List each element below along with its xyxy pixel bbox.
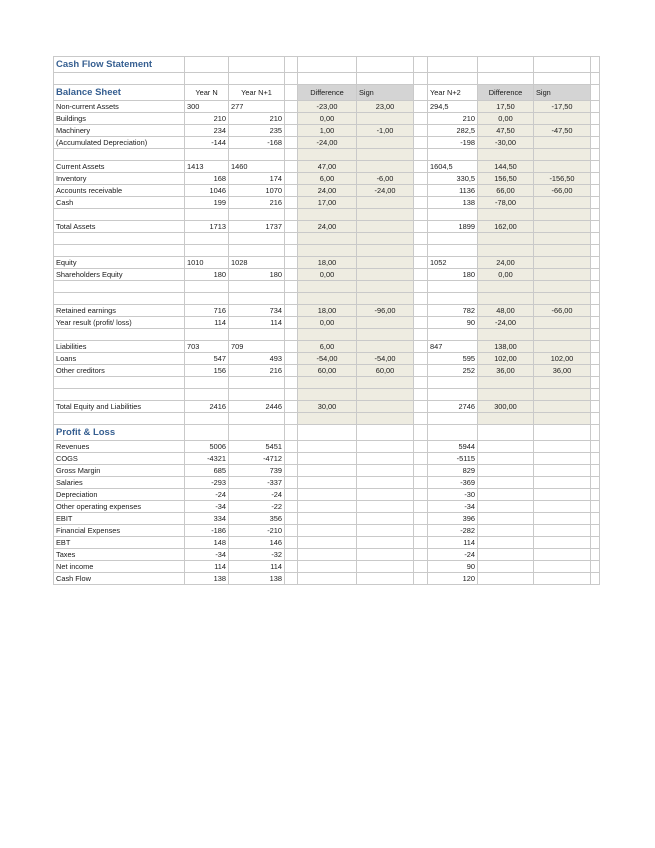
cell-sign-1[interactable]: -24,00 — [357, 185, 414, 197]
cell-year-n[interactable]: -144 — [185, 137, 229, 149]
row-label[interactable]: (Accumulated Depreciation) — [54, 137, 185, 149]
cell-difference-2[interactable]: 138,00 — [478, 341, 534, 353]
cell-year-n[interactable]: 5006 — [185, 441, 229, 453]
cell-year-n2[interactable]: 282,5 — [428, 125, 478, 137]
cell-year-n2[interactable]: -282 — [428, 525, 478, 537]
cell-year-n2[interactable]: 1052 — [428, 257, 478, 269]
cell-year-n1[interactable]: 114 — [229, 561, 285, 573]
cell-sign-2[interactable] — [534, 341, 591, 353]
cell-year-n[interactable]: 703 — [185, 341, 229, 353]
cell-sign-1[interactable] — [357, 221, 414, 233]
table-row — [54, 161, 600, 173]
blank-row — [54, 377, 600, 389]
profit-loss-heading[interactable]: Profit & Loss — [54, 425, 185, 441]
row-label[interactable]: Cash Flow — [54, 573, 185, 585]
cell-year-n1[interactable]: 146 — [229, 537, 285, 549]
column-header-difference-1[interactable]: Difference — [298, 85, 357, 101]
cell-sign-2[interactable]: 102,00 — [534, 353, 591, 365]
cell-difference-1[interactable]: 60,00 — [298, 365, 357, 377]
cell-difference-1[interactable]: 1,00 — [298, 125, 357, 137]
cell-difference-1[interactable]: 0,00 — [298, 113, 357, 125]
cell-sign-2[interactable] — [534, 161, 591, 173]
table-row — [54, 269, 600, 281]
cell-year-n2[interactable]: 138 — [428, 197, 478, 209]
cell-year-n2[interactable]: 829 — [428, 465, 478, 477]
cell-year-n2[interactable]: 595 — [428, 353, 478, 365]
row-label[interactable]: Buildings — [54, 113, 185, 125]
row-label[interactable]: Salaries — [54, 477, 185, 489]
cell-year-n1[interactable]: -210 — [229, 525, 285, 537]
cell-year-n2[interactable]: 90 — [428, 561, 478, 573]
cell-difference-1[interactable]: 47,00 — [298, 161, 357, 173]
row-label[interactable]: Liabilities — [54, 341, 185, 353]
cell-sign-2[interactable] — [534, 221, 591, 233]
table-row — [54, 257, 600, 269]
table-row — [54, 197, 600, 209]
cell-year-n1[interactable]: -337 — [229, 477, 285, 489]
table-row — [54, 101, 600, 113]
cell-year-n2[interactable]: 330,5 — [428, 173, 478, 185]
cell-year-n1[interactable]: 114 — [229, 317, 285, 329]
row-label[interactable]: Taxes — [54, 549, 185, 561]
table-row — [54, 401, 600, 413]
blank-row — [54, 233, 600, 245]
cell-sign-2[interactable] — [534, 113, 591, 125]
cell-sign-2[interactable]: 36,00 — [534, 365, 591, 377]
cell-sign-2[interactable] — [534, 317, 591, 329]
cell-year-n1[interactable]: 277 — [229, 101, 285, 113]
cell-year-n2[interactable]: 180 — [428, 269, 478, 281]
table-row — [54, 353, 600, 365]
blank-row — [54, 329, 600, 341]
cell-year-n[interactable]: 1046 — [185, 185, 229, 197]
blank-row — [54, 293, 600, 305]
row-label[interactable]: EBIT — [54, 513, 185, 525]
cell-year-n2[interactable]: 120 — [428, 573, 478, 585]
row-label[interactable]: Retained earnings — [54, 305, 185, 317]
cell-difference-1[interactable]: -54,00 — [298, 353, 357, 365]
cell-year-n1[interactable]: 216 — [229, 365, 285, 377]
cell-year-n2[interactable]: 5944 — [428, 441, 478, 453]
cell-year-n2[interactable]: 210 — [428, 113, 478, 125]
cell-difference-2[interactable]: 48,00 — [478, 305, 534, 317]
cell-year-n2[interactable]: -5115 — [428, 453, 478, 465]
cell-year-n1[interactable]: 2446 — [229, 401, 285, 413]
cell-year-n2[interactable]: 1899 — [428, 221, 478, 233]
cell-year-n1[interactable]: 216 — [229, 197, 285, 209]
cell-year-n1[interactable]: -22 — [229, 501, 285, 513]
cell-difference-1[interactable]: 6,00 — [298, 173, 357, 185]
cell-difference-2[interactable]: 300,00 — [478, 401, 534, 413]
table-row — [54, 501, 600, 513]
cell-year-n[interactable]: -24 — [185, 489, 229, 501]
cell-difference-2[interactable]: 162,00 — [478, 221, 534, 233]
table-row — [54, 489, 600, 501]
row-label[interactable]: Depreciation — [54, 489, 185, 501]
column-header-difference-2[interactable]: Difference — [478, 85, 534, 101]
row-label[interactable]: EBT — [54, 537, 185, 549]
cell-sign-2[interactable]: -47,50 — [534, 125, 591, 137]
cell-difference-2[interactable]: -30,00 — [478, 137, 534, 149]
table-row — [54, 513, 600, 525]
cell-year-n2[interactable]: -24 — [428, 549, 478, 561]
cell-sign-1[interactable]: 23,00 — [357, 101, 414, 113]
row-label[interactable]: COGS — [54, 453, 185, 465]
table-row — [54, 537, 600, 549]
cell-year-n[interactable]: 138 — [185, 573, 229, 585]
cell-year-n2[interactable]: 396 — [428, 513, 478, 525]
cell-year-n1[interactable]: 356 — [229, 513, 285, 525]
cell-sign-2[interactable] — [534, 257, 591, 269]
cell-sign-2[interactable] — [534, 197, 591, 209]
cell-difference-1[interactable]: 24,00 — [298, 221, 357, 233]
column-header-year-n1[interactable]: Year N+1 — [229, 85, 285, 101]
table-row — [54, 125, 600, 137]
cell-year-n1[interactable]: 739 — [229, 465, 285, 477]
row-label[interactable]: Loans — [54, 353, 185, 365]
table-row — [54, 465, 600, 477]
row-label[interactable]: Net income — [54, 561, 185, 573]
cell-year-n2[interactable]: -369 — [428, 477, 478, 489]
cell-year-n[interactable]: 234 — [185, 125, 229, 137]
table-row — [54, 561, 600, 573]
cell-sign-1[interactable] — [357, 401, 414, 413]
cell-difference-1[interactable]: 18,00 — [298, 305, 357, 317]
cell-year-n1[interactable]: 210 — [229, 113, 285, 125]
cell-sign-1[interactable] — [357, 137, 414, 149]
table-row — [54, 477, 600, 489]
cell-year-n2[interactable]: 1136 — [428, 185, 478, 197]
cell-sign-1[interactable]: -6,00 — [357, 173, 414, 185]
table-row — [54, 341, 600, 353]
cell-sign-1[interactable] — [357, 161, 414, 173]
cell-sign-1[interactable] — [357, 341, 414, 353]
cell-year-n[interactable]: -34 — [185, 549, 229, 561]
cell-difference-1[interactable]: 0,00 — [298, 317, 357, 329]
table-row — [54, 221, 600, 233]
cell-sign-1[interactable] — [357, 257, 414, 269]
table-row — [54, 441, 600, 453]
table-row — [54, 365, 600, 377]
cell-difference-2[interactable]: 0,00 — [478, 113, 534, 125]
column-header-year-n[interactable]: Year N — [185, 85, 229, 101]
cell-difference-2[interactable]: 17,50 — [478, 101, 534, 113]
cell-difference-2[interactable]: 0,00 — [478, 269, 534, 281]
profit-loss-heading-row — [54, 425, 600, 441]
column-header-year-n2[interactable]: Year N+2 — [428, 85, 478, 101]
cell-year-n1[interactable]: 180 — [229, 269, 285, 281]
cell-year-n2[interactable]: -30 — [428, 489, 478, 501]
cell-sign-1[interactable] — [357, 317, 414, 329]
cell-year-n2[interactable]: 90 — [428, 317, 478, 329]
row-label[interactable]: Shareholders Equity — [54, 269, 185, 281]
cell-year-n[interactable]: -34 — [185, 501, 229, 513]
cell-year-n[interactable]: 1413 — [185, 161, 229, 173]
table-row — [54, 573, 600, 585]
cell-sign-1[interactable]: 60,00 — [357, 365, 414, 377]
cell-sign-1[interactable] — [357, 113, 414, 125]
sheet-title[interactable]: Cash Flow Statement — [54, 57, 185, 73]
blank-row — [54, 149, 600, 161]
cell-difference-1[interactable]: 30,00 — [298, 401, 357, 413]
row-label[interactable]: Cash — [54, 197, 185, 209]
cell-year-n1[interactable]: 1028 — [229, 257, 285, 269]
cell-year-n1[interactable]: 734 — [229, 305, 285, 317]
cell-sign-2[interactable]: -156,50 — [534, 173, 591, 185]
cell-difference-2[interactable]: -78,00 — [478, 197, 534, 209]
row-label[interactable]: Total Equity and Liabilities — [54, 401, 185, 413]
cell-year-n2[interactable]: -198 — [428, 137, 478, 149]
cell-year-n[interactable]: 168 — [185, 173, 229, 185]
cell-year-n1[interactable]: 1070 — [229, 185, 285, 197]
row-label[interactable]: Machinery — [54, 125, 185, 137]
row-label[interactable]: Other operating expenses — [54, 501, 185, 513]
row-label[interactable]: Equity — [54, 257, 185, 269]
cell-year-n2[interactable]: 782 — [428, 305, 478, 317]
cell-sign-2[interactable] — [534, 269, 591, 281]
cell-year-n2[interactable]: 294,5 — [428, 101, 478, 113]
cell-difference-2[interactable]: -24,00 — [478, 317, 534, 329]
table-row — [54, 305, 600, 317]
cell-year-n[interactable]: 199 — [185, 197, 229, 209]
cell-year-n[interactable]: 1010 — [185, 257, 229, 269]
cell-year-n[interactable]: 685 — [185, 465, 229, 477]
cell-difference-1[interactable]: 0,00 — [298, 269, 357, 281]
cell-year-n1[interactable]: 174 — [229, 173, 285, 185]
cell-difference-1[interactable]: 24,00 — [298, 185, 357, 197]
cell-year-n2[interactable]: -34 — [428, 501, 478, 513]
cell-sign-1[interactable]: -96,00 — [357, 305, 414, 317]
cell-difference-2[interactable]: 47,50 — [478, 125, 534, 137]
cell-difference-1[interactable]: -24,00 — [298, 137, 357, 149]
cell-year-n[interactable]: 180 — [185, 269, 229, 281]
cell-year-n1[interactable]: 5451 — [229, 441, 285, 453]
cell-year-n1[interactable]: -24 — [229, 489, 285, 501]
cell-year-n[interactable]: 716 — [185, 305, 229, 317]
blank-row — [54, 245, 600, 257]
cell-year-n[interactable]: -293 — [185, 477, 229, 489]
cell-year-n1[interactable]: 493 — [229, 353, 285, 365]
cell-year-n1[interactable]: -4712 — [229, 453, 285, 465]
cell-year-n2[interactable]: 1604,5 — [428, 161, 478, 173]
cell-year-n[interactable]: 334 — [185, 513, 229, 525]
table-row — [54, 453, 600, 465]
cell-sign-2[interactable]: -66,00 — [534, 185, 591, 197]
cell-year-n[interactable]: 300 — [185, 101, 229, 113]
cell-difference-1[interactable]: -23,00 — [298, 101, 357, 113]
cell-year-n[interactable]: 114 — [185, 317, 229, 329]
cell-sign-1[interactable] — [357, 269, 414, 281]
cell-year-n1[interactable]: -32 — [229, 549, 285, 561]
cell-year-n[interactable]: 156 — [185, 365, 229, 377]
row-label[interactable]: Current Assets — [54, 161, 185, 173]
cell-year-n[interactable]: 2416 — [185, 401, 229, 413]
row-label[interactable]: Revenues — [54, 441, 185, 453]
cell-sign-2[interactable]: -66,00 — [534, 305, 591, 317]
cell-sign-1[interactable]: -1,00 — [357, 125, 414, 137]
row-label[interactable]: Non-current Assets — [54, 101, 185, 113]
cell-difference-2[interactable]: 156,50 — [478, 173, 534, 185]
column-header-sign-2[interactable]: Sign — [534, 85, 591, 101]
row-label[interactable]: Total Assets — [54, 221, 185, 233]
cell-difference-1[interactable]: 17,00 — [298, 197, 357, 209]
row-label[interactable]: Financial Expenses — [54, 525, 185, 537]
row-label[interactable]: Gross Margin — [54, 465, 185, 477]
row-label[interactable]: Other creditors — [54, 365, 185, 377]
row-label[interactable]: Accounts receivable — [54, 185, 185, 197]
cell-sign-2[interactable]: -17,50 — [534, 101, 591, 113]
cell-year-n[interactable]: 1713 — [185, 221, 229, 233]
cell-sign-2[interactable] — [534, 137, 591, 149]
cell-difference-1[interactable]: 18,00 — [298, 257, 357, 269]
cell-year-n2[interactable]: 252 — [428, 365, 478, 377]
spreadsheet-table — [53, 56, 600, 585]
balance-sheet-heading[interactable]: Balance Sheet — [54, 85, 185, 101]
table-row — [54, 113, 600, 125]
cell-difference-2[interactable]: 24,00 — [478, 257, 534, 269]
table-row — [54, 549, 600, 561]
table-row — [54, 317, 600, 329]
blank-row — [54, 281, 600, 293]
cell-year-n[interactable]: 148 — [185, 537, 229, 549]
cell-year-n[interactable]: 210 — [185, 113, 229, 125]
cell-year-n1[interactable]: 235 — [229, 125, 285, 137]
cell-difference-2[interactable]: 66,00 — [478, 185, 534, 197]
table-row — [54, 137, 600, 149]
cell-year-n[interactable]: 114 — [185, 561, 229, 573]
table-row — [54, 185, 600, 197]
blank-row — [54, 413, 600, 425]
cell-year-n1[interactable]: 709 — [229, 341, 285, 353]
cell-difference-2[interactable]: 102,00 — [478, 353, 534, 365]
row-label[interactable]: Year result (profit/ loss) — [54, 317, 185, 329]
blank-row — [54, 209, 600, 221]
cell-sign-1[interactable] — [357, 197, 414, 209]
cell-year-n2[interactable]: 847 — [428, 341, 478, 353]
cell-difference-2[interactable]: 144,50 — [478, 161, 534, 173]
cell-year-n1[interactable]: 1460 — [229, 161, 285, 173]
cell-year-n[interactable]: 547 — [185, 353, 229, 365]
cell-difference-2[interactable]: 36,00 — [478, 365, 534, 377]
table-row — [54, 173, 600, 185]
cell-year-n[interactable]: -186 — [185, 525, 229, 537]
cell-year-n2[interactable]: 114 — [428, 537, 478, 549]
cell-year-n1[interactable]: 138 — [229, 573, 285, 585]
cell-year-n1[interactable]: 1737 — [229, 221, 285, 233]
cell-sign-1[interactable]: -54,00 — [357, 353, 414, 365]
row-label[interactable]: Inventory — [54, 173, 185, 185]
cell-year-n1[interactable]: -168 — [229, 137, 285, 149]
column-header-sign-1[interactable]: Sign — [357, 85, 414, 101]
cell-year-n[interactable]: -4321 — [185, 453, 229, 465]
cell-sign-2[interactable] — [534, 401, 591, 413]
cell-year-n2[interactable]: 2746 — [428, 401, 478, 413]
blank-row — [54, 389, 600, 401]
cell-difference-1[interactable]: 6,00 — [298, 341, 357, 353]
table-row — [54, 525, 600, 537]
